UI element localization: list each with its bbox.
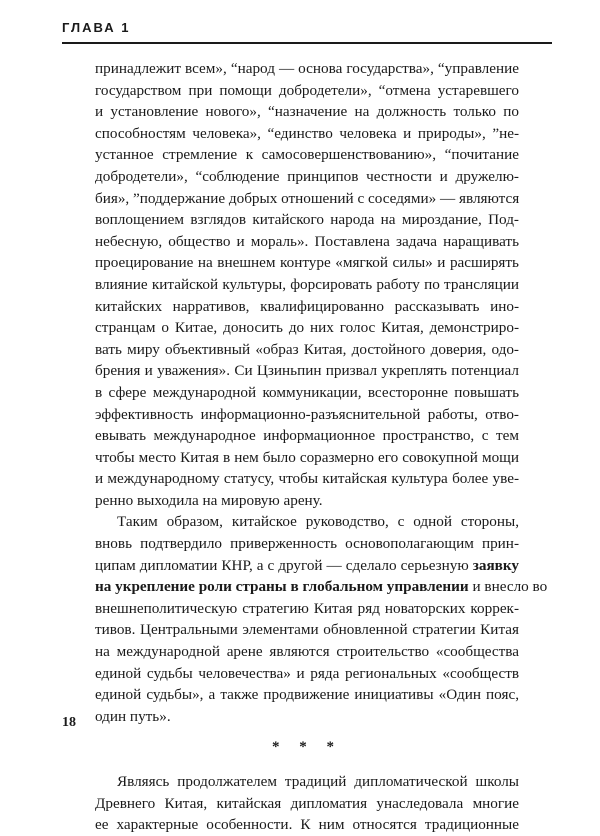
text-line bbox=[95, 576, 548, 598]
text-line: принадлежит всем», “народ — основа государства», “управление bbox=[95, 60, 519, 77]
text-line: устанное стремление к самосовершенствованию», “почитание bbox=[95, 146, 519, 164]
text-line: проецирование на внешнем контуре «мягкой силы» и расширять bbox=[95, 254, 519, 272]
bold-text-run: заявку bbox=[472, 556, 519, 574]
text-line: евывать международное информационное пространство, с тем bbox=[95, 427, 519, 445]
text-line: единой судьбы», а также продвижение инициативы «Один пояс, bbox=[95, 686, 519, 704]
text-line bbox=[95, 555, 519, 577]
chapter-label: ГЛАВА 1 bbox=[62, 20, 131, 35]
text-line: Являясь продолжателем традиций дипломатической школы bbox=[117, 773, 519, 790]
running-header bbox=[62, 14, 552, 44]
paragraph-2 bbox=[95, 511, 548, 727]
header-rule bbox=[62, 42, 552, 44]
text-line: на международной арене являются строительство «сообщества bbox=[95, 643, 519, 661]
text-line: странцам о Китае, доносить до них голос Китая, демонстриро- bbox=[95, 319, 519, 337]
text-run: ципам дипломатии КНР, а с другой — сделало серьезную bbox=[95, 556, 473, 574]
text-line: Таким образом, китайское руководство, с одной стороны, bbox=[117, 513, 519, 531]
body-text bbox=[95, 58, 548, 836]
paragraph-1 bbox=[95, 58, 519, 511]
text-line: чтобы место Китая в нем было соразмерно его совокупной мощи bbox=[95, 448, 519, 466]
text-line: вновь подтвердило приверженность основополагающим прин- bbox=[95, 535, 519, 553]
text-line: эффективность информационно-разъяснительной работы, отво- bbox=[95, 405, 519, 423]
text-line: государством при помощи добродетели», “отмена устаревшего bbox=[95, 81, 519, 99]
page-number: 18 bbox=[62, 715, 76, 730]
text-line: способностям человека», “единство человека и природы», ”не- bbox=[95, 124, 519, 142]
text-line: один путь». bbox=[95, 707, 171, 725]
text-line: вать миру объективный «образ Китая, достойного доверия, одо- bbox=[95, 340, 519, 358]
text-run: и внесло во bbox=[468, 578, 548, 596]
text-line: единой судьбы человечества» и ряда региональных «сообществ bbox=[95, 664, 519, 682]
text-line: в сфере международной коммуникации, всесторонне повышать bbox=[95, 383, 519, 401]
text-line: тивов. Центральными элементами обновленной стратегии Китая bbox=[95, 621, 519, 639]
text-line: китайских нарративов, квалифицированно рассказывать ино- bbox=[95, 297, 519, 315]
text-line: и международному статусу, чтобы китайская культура более уве- bbox=[95, 470, 519, 488]
text-line: бия», ”поддержание добрых отношений с соседями» — являются bbox=[95, 189, 520, 207]
text-line: внешнеполитическую стратегию Китая ряд новаторских коррек- bbox=[95, 599, 519, 617]
paragraph-3 bbox=[95, 771, 519, 836]
text-line: небесную, общество и мораль». Поставлена задача наращивать bbox=[95, 232, 519, 250]
bold-text-run: на укрепление роли страны в глобальном управлении bbox=[95, 578, 469, 596]
text-line: добродетели», “соблюдение принципов честности и дружелю- bbox=[95, 167, 519, 185]
text-line: ее характерные особенности. К ним относятся традиционные bbox=[95, 816, 519, 834]
text-line: Древнего Китая, китайская дипломатия унаследовала многие bbox=[95, 794, 519, 812]
text-line: брения и уважения». Си Цзиньпин призвал укреплять потенциал bbox=[95, 362, 519, 380]
text-line: ренно выходила на мировую арену. bbox=[95, 491, 323, 509]
text-line: влияние китайской культуры, форсировать работу по трансляции bbox=[95, 275, 519, 293]
text-line: и установление нового», “назначение на должность только по bbox=[95, 103, 519, 121]
text-line: воплощением взглядов китайского народа на мироздание, Под- bbox=[95, 211, 519, 229]
section-separator: * * * bbox=[272, 739, 342, 756]
